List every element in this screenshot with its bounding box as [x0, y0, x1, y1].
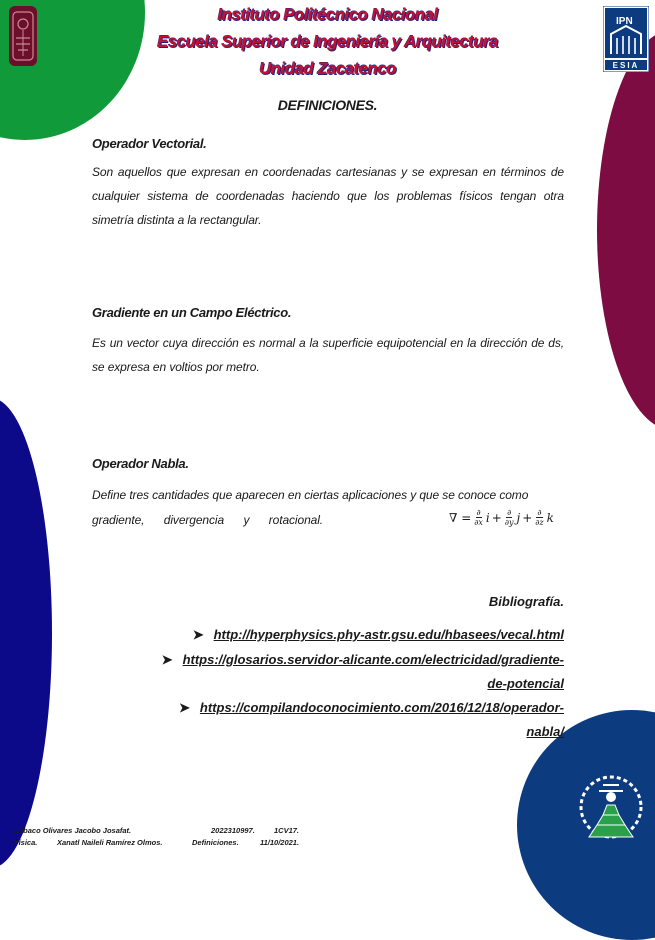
esia-logo-top-text: IPN: [616, 16, 633, 27]
formula-lhs: ∇ =: [449, 510, 472, 525]
link-hyperphysics[interactable]: http://hyperphysics.phy-astr.gsu.edu/hbasees/vecal.html: [213, 627, 564, 642]
section-body-gradiente: Es un vector cuya dirección es normal a la superficie equipotencial en la dirección de ds, se expresa en voltios por metro.: [92, 336, 564, 374]
bibliography-item-1: [193, 623, 564, 647]
footer-doc: Definiciones.: [192, 838, 239, 847]
section-body-vectorial: Son aquellos que expresan en coordenadas cartesianas y se expresan en términos de cualquier sistema de coordenadas haciendo que los problemas físicos tengan otra simetría distinta a la rectangular.: [92, 165, 564, 227]
navy-side-shape: [0, 398, 52, 868]
unit-vector-i: i: [485, 510, 490, 525]
plus-sign: +: [491, 510, 502, 525]
bibliography-item-3: [179, 696, 564, 720]
footer-id: 2022310997.: [211, 826, 255, 835]
plus-sign: +: [522, 510, 533, 525]
link-compilando[interactable]: https://compilandoconocimiento.com/2016/12/18/operador-: [199, 700, 564, 715]
unit-name: Unidad Zacatenco: [259, 59, 396, 78]
arrow-bullet-icon: ➤: [161, 652, 173, 667]
bibliography-item-3-cont: [526, 720, 564, 744]
link-glosarios-cont[interactable]: de-potencial: [487, 676, 564, 691]
section-body-nabla-line1: Define tres cantidades que aparecen en ciertas aplicaciones y que se conoce como: [92, 488, 529, 502]
unit-vector-j: j: [516, 510, 521, 525]
partial-z-fraction: $\frac{\partial}{\partial z}$: [535, 508, 544, 527]
school-name: Escuela Superior de Ingeniería y Arquitectura: [157, 32, 498, 51]
institute-name: Instituto Politécnico Nacional: [217, 5, 438, 24]
link-compilando-cont[interactable]: nabla/: [526, 724, 564, 739]
footer-subject: Física.: [14, 838, 38, 847]
section-heading-vectorial: Operador Vectorial.: [92, 136, 207, 151]
esia-pyramid-icon: [579, 771, 643, 846]
bibliography-item-2-cont: [487, 672, 564, 696]
nabla-formula: [449, 508, 554, 527]
partial-x-fraction: $\frac{\partial}{\partial x}$: [474, 508, 483, 527]
section-body-nabla-line2: gradiente, divergencia y rotacional.: [92, 513, 324, 527]
arrow-bullet-icon: ➤: [179, 700, 190, 715]
bibliography-item-2: [162, 648, 564, 672]
arrow-bullet-icon: ➤: [192, 627, 204, 642]
link-glosarios[interactable]: https://glosarios.servidor-alicante.com/electricidad/gradiente-: [182, 652, 564, 667]
partial-y-fraction: $\frac{\partial}{\partial y}$: [504, 508, 514, 527]
bibliography-heading: Bibliografía.: [488, 594, 564, 609]
footer-name-1: Lobaco Olivares Jacobo Josafat.: [14, 826, 132, 835]
page-title: DEFINICIONES.: [277, 97, 378, 113]
section-heading-nabla: Operador Nabla.: [92, 456, 189, 471]
unit-vector-k: k: [546, 510, 554, 525]
footer-name-2: Xanatl Naileli Ramírez Olmos.: [57, 838, 163, 847]
footer-group: 1CV17.: [274, 826, 300, 835]
esia-logo-bottom-text: ESIA: [612, 61, 640, 70]
maroon-side-shape: [597, 30, 655, 430]
section-heading-gradiente: Gradiente en un Campo Eléctrico.: [92, 305, 292, 320]
footer-date: 11/10/2021.: [260, 838, 300, 847]
